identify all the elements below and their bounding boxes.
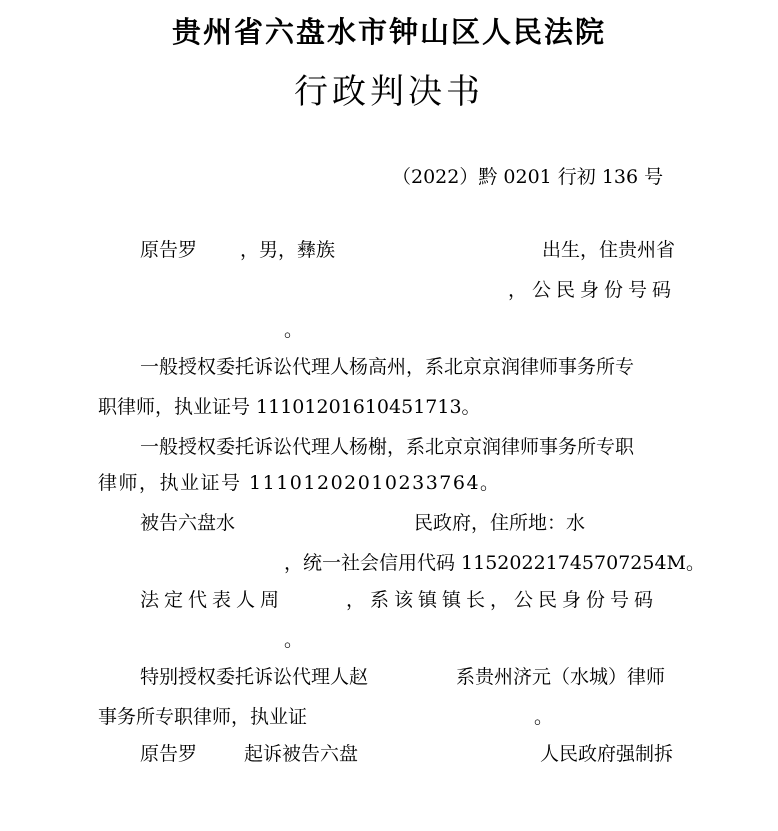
plaintiff-name: 原告罗 bbox=[140, 239, 198, 261]
court-name: 贵州省六盘水市钟山区人民法院 bbox=[171, 15, 606, 49]
legal-rep-end-mark: 。 bbox=[284, 629, 304, 651]
legal-rep-name: 法定代表人周 bbox=[140, 589, 285, 611]
document-title: 行政判决书 bbox=[294, 72, 484, 112]
case-number: （2022）黔 0201 行初 136 号 bbox=[392, 166, 664, 188]
agent3-end-mark: 。 bbox=[534, 706, 554, 728]
plaintiff-residence: 出生，住贵州省 bbox=[542, 239, 676, 261]
agent1-line1: 一般授权委托诉讼代理人杨高州，系北京京润律师事务所专 bbox=[140, 356, 635, 378]
agent3-firm: 系贵州济元（水城）律师 bbox=[456, 666, 666, 688]
defendant-address: 民政府，住所地：水 bbox=[414, 512, 586, 534]
plaintiff-gender-ethnicity: ，男，彝族 bbox=[240, 239, 336, 261]
plaintiff-id-label: ，公民身份号码 bbox=[508, 279, 677, 301]
claim-action: 人民政府强制拆 bbox=[540, 743, 674, 765]
agent2-line1: 一般授权委托诉讼代理人杨榭，系北京京润律师事务所专职 bbox=[140, 436, 635, 458]
claim-plaintiff: 原告罗 bbox=[140, 743, 198, 765]
agent2-line2: 律师，执业证号 11101202010233764。 bbox=[98, 472, 501, 494]
legal-rep-title: ，系该镇镇长，公民身份号码 bbox=[346, 589, 659, 611]
claim-defendant: 起诉被告六盘 bbox=[244, 743, 359, 765]
plaintiff-end-mark: 。 bbox=[284, 319, 304, 341]
agent1-line2: 职律师，执业证号 11101201610451713。 bbox=[98, 396, 481, 418]
agent3-license: 事务所专职律师，执业证 bbox=[98, 706, 308, 728]
defendant-credit-code: ，统一社会信用代码 11520221745707254M。 bbox=[284, 552, 705, 574]
agent3-name: 特别授权委托诉讼代理人赵 bbox=[140, 666, 369, 688]
defendant-name: 被告六盘水 bbox=[140, 512, 236, 534]
